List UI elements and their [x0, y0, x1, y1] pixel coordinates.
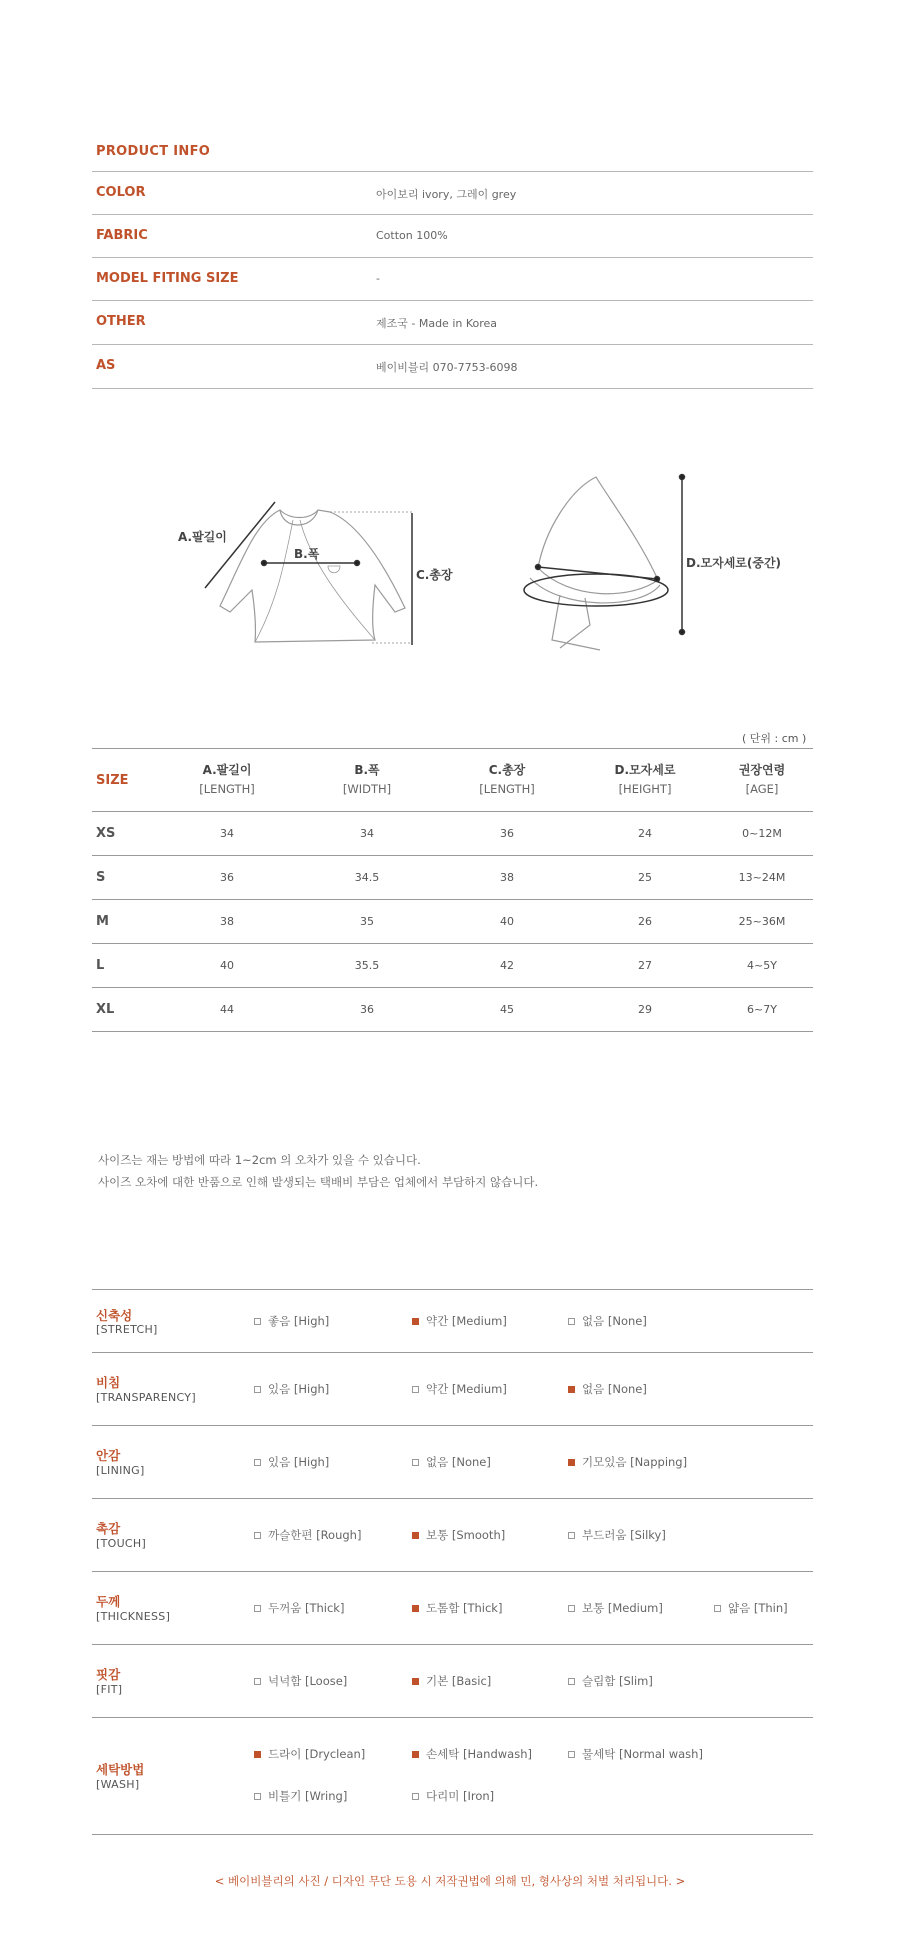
value-cell: 42: [500, 959, 514, 972]
value-cell: 13~24M: [738, 871, 786, 884]
option: 없음 [None]: [568, 1313, 647, 1329]
diagram-label-c: C.총장: [416, 568, 453, 582]
info-value: Cotton 100%: [376, 229, 448, 242]
option: 드라이 [Dryclean]: [254, 1746, 365, 1762]
value-cell: 40: [220, 959, 234, 972]
option: 없음 [None]: [568, 1381, 647, 1397]
size-table-header: [92, 749, 813, 812]
checkbox-icon: [254, 1532, 261, 1539]
value-cell: 25~36M: [738, 915, 786, 928]
table-row: [92, 900, 813, 944]
table-row: [92, 944, 813, 988]
shirt-measure-lines: [205, 502, 412, 645]
property-name: 두께: [96, 1594, 121, 1609]
value-cell: 38: [500, 871, 514, 884]
value-cell: 29: [638, 1003, 652, 1016]
property-name: 핏감: [96, 1667, 121, 1682]
size-cell: M: [96, 914, 109, 929]
checkbox-checked-icon: [412, 1751, 419, 1758]
product-info-title: PRODUCT INFO: [96, 144, 211, 159]
option: 기본 [Basic]: [412, 1673, 491, 1689]
checkbox-checked-icon: [568, 1386, 575, 1393]
option: 다리미 [Iron]: [412, 1788, 494, 1804]
option: 부드러움 [Silky]: [568, 1527, 666, 1543]
option: 있음 [High]: [254, 1381, 329, 1397]
option: 비틀기 [Wring]: [254, 1788, 347, 1804]
size-table: [92, 748, 813, 1032]
value-cell: 44: [220, 1003, 234, 1016]
property-row-wash: [92, 1718, 813, 1835]
property-row-thickness: [92, 1572, 813, 1645]
option: 보통 [Smooth]: [412, 1527, 505, 1543]
value-cell: 36: [500, 827, 514, 840]
value-cell: 27: [638, 959, 652, 972]
table-row: [92, 812, 813, 856]
shirt-diagram: [220, 510, 405, 642]
checkbox-icon: [568, 1318, 575, 1325]
property-row-fit: [92, 1645, 813, 1718]
checkbox-icon: [254, 1459, 261, 1466]
size-cell: XL: [96, 1002, 115, 1017]
value-cell: 34: [360, 827, 374, 840]
copyright-notice: < 베이비블리의 사진 / 디자인 무단 도용 시 저작권법에 의해 민, 형사상의 처벌 처리됩니다. >: [214, 1874, 686, 1888]
checkbox-icon: [254, 1793, 261, 1800]
option: 보통 [Medium]: [568, 1600, 663, 1616]
size-cell: L: [96, 958, 105, 973]
property-name-en: [THICKNESS]: [96, 1610, 171, 1623]
property-name: 비침: [96, 1375, 121, 1390]
checkbox-icon: [568, 1605, 575, 1612]
checkbox-checked-icon: [412, 1532, 419, 1539]
option: 까슬한편 [Rough]: [254, 1527, 361, 1543]
hat-diagram: [530, 477, 660, 650]
property-name-en: [TOUCH]: [96, 1537, 147, 1550]
checkbox-icon: [568, 1751, 575, 1758]
info-value: 베이비블리 070-7753-6098: [376, 361, 518, 374]
property-name: 촉감: [96, 1521, 121, 1536]
value-cell: 36: [220, 871, 234, 884]
property-row-stretch: [92, 1290, 813, 1353]
property-row-lining: [92, 1426, 813, 1499]
option: 좋음 [High]: [254, 1313, 329, 1329]
unit-label: ( 단위 : cm ): [742, 732, 807, 745]
info-key: OTHER: [96, 314, 146, 329]
checkbox-checked-icon: [412, 1605, 419, 1612]
option: 손세탁 [Handwash]: [412, 1746, 532, 1762]
option: 약간 [Medium]: [412, 1381, 507, 1397]
property-name-en: [STRETCH]: [96, 1323, 158, 1336]
property-name-en: [LINING]: [96, 1464, 145, 1477]
option: 기모있음 [Napping]: [568, 1454, 687, 1470]
column-header: A.팔길이 [LENGTH]: [199, 763, 255, 796]
diagram-label-a: A.팔길이: [178, 530, 227, 544]
checkbox-icon: [254, 1605, 261, 1612]
option: 넉넉함 [Loose]: [254, 1673, 347, 1689]
value-cell: 35: [360, 915, 374, 928]
value-cell: 40: [500, 915, 514, 928]
info-key: COLOR: [96, 185, 146, 200]
checkbox-checked-icon: [412, 1318, 419, 1325]
info-value: 아이보리 ivory, 그레이 grey: [376, 188, 517, 201]
property-name: 세탁방법: [96, 1762, 145, 1777]
checkbox-icon: [254, 1318, 261, 1325]
option: 물세탁 [Normal wash]: [568, 1746, 703, 1762]
checkbox-icon: [412, 1793, 419, 1800]
fabric-properties: [92, 1289, 813, 1835]
hat-measure-lines: [524, 475, 685, 635]
checkbox-icon: [714, 1605, 721, 1612]
value-cell: 6~7Y: [747, 1003, 777, 1016]
table-row: [92, 856, 813, 900]
option: 얇음 [Thin]: [714, 1600, 788, 1616]
size-note: 사이즈는 재는 방법에 따라 1~2cm 의 오차가 있을 수 있습니다.: [98, 1153, 421, 1167]
diagram-label-d: D.모자세로(중간): [686, 556, 782, 570]
table-row: [92, 988, 813, 1032]
value-cell: 4~5Y: [747, 959, 777, 972]
column-header: 권장연령 [AGE]: [738, 763, 786, 796]
size-diagram: [0, 0, 900, 700]
value-cell: 25: [638, 871, 652, 884]
info-value: 제조국 - Made in Korea: [376, 317, 498, 330]
size-cell: S: [96, 870, 106, 885]
size-cell: XS: [96, 826, 116, 841]
checkbox-icon: [254, 1678, 261, 1685]
option: 도톰함 [Thick]: [412, 1600, 502, 1616]
property-name-en: [FIT]: [96, 1683, 123, 1696]
diagram-label-b: B.폭: [294, 547, 320, 561]
checkbox-icon: [568, 1532, 575, 1539]
value-cell: 24: [638, 827, 652, 840]
info-key: MODEL FITING SIZE: [96, 271, 239, 286]
option: 약간 [Medium]: [412, 1313, 507, 1329]
checkbox-icon: [568, 1678, 575, 1685]
option: 있음 [High]: [254, 1454, 329, 1470]
checkbox-icon: [412, 1459, 419, 1466]
option: 없음 [None]: [412, 1454, 491, 1470]
property-name: 신축성: [96, 1308, 133, 1323]
size-note: 사이즈 오차에 대한 반품으로 인해 발생되는 택배비 부담은 업체에서 부담하지 않습니다.: [98, 1175, 539, 1189]
value-cell: 45: [500, 1003, 514, 1016]
property-name-en: [TRANSPARENCY]: [96, 1391, 196, 1404]
option: 슬림함 [Slim]: [568, 1673, 653, 1689]
value-cell: 26: [638, 915, 652, 928]
info-key: AS: [96, 358, 116, 373]
info-key: FABRIC: [96, 228, 148, 243]
value-cell: 36: [360, 1003, 374, 1016]
column-header: C.총장 [LENGTH]: [479, 763, 535, 796]
checkbox-checked-icon: [412, 1678, 419, 1685]
property-row-touch: [92, 1499, 813, 1572]
option: 두꺼움 [Thick]: [254, 1600, 344, 1616]
checkbox-icon: [412, 1386, 419, 1393]
checkbox-icon: [254, 1386, 261, 1393]
property-name-en: [WASH]: [96, 1778, 140, 1791]
checkbox-checked-icon: [254, 1751, 261, 1758]
column-header: B.폭 [WIDTH]: [342, 763, 392, 796]
property-row-transparency: [92, 1353, 813, 1426]
value-cell: 35.5: [354, 959, 380, 972]
checkbox-checked-icon: [568, 1459, 575, 1466]
property-name: 안감: [96, 1448, 121, 1463]
value-cell: 34: [220, 827, 234, 840]
column-header: D.모자세로 [HEIGHT]: [614, 763, 676, 796]
info-value: -: [376, 272, 380, 285]
value-cell: 0~12M: [742, 827, 782, 840]
value-cell: 38: [220, 915, 234, 928]
value-cell: 34.5: [354, 871, 380, 884]
size-header: SIZE: [96, 773, 129, 788]
